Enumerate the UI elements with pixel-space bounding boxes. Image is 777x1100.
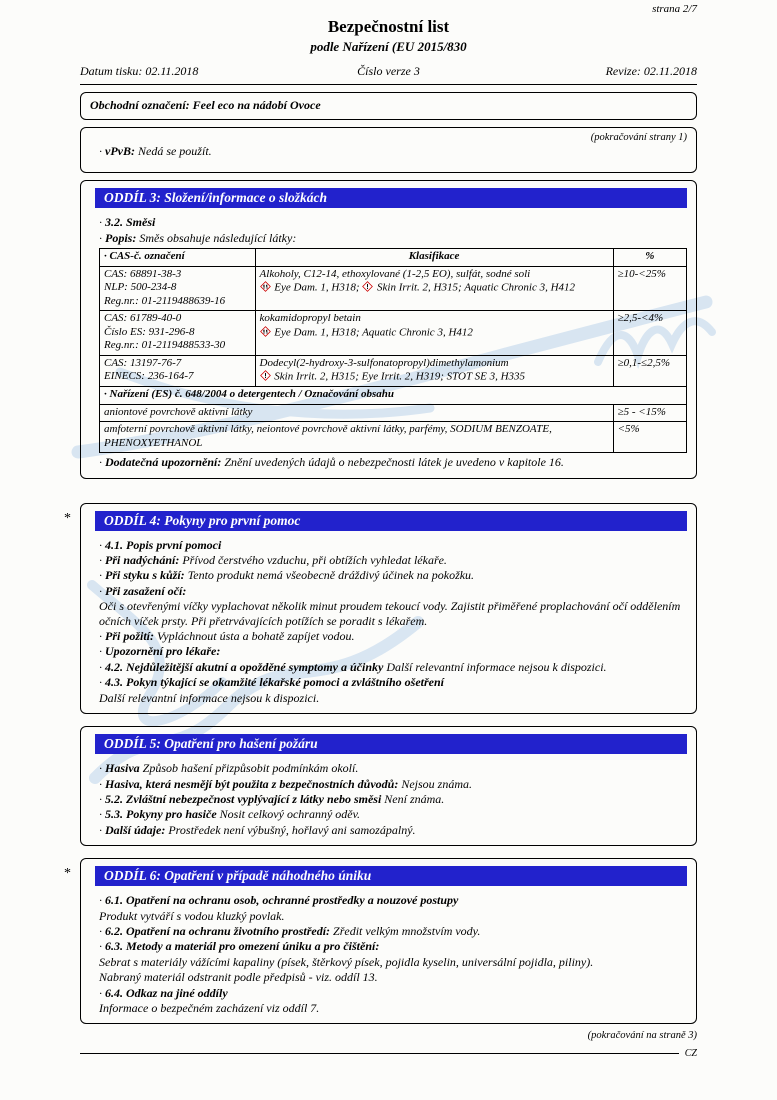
detergent-text-cell: amfoterní povrchově aktivní látky, neiontové povrchově aktivní látky, parfémy, SODIUM BENZOATE, PHENOXYETHANOL bbox=[100, 422, 614, 453]
section-3-box bbox=[80, 180, 697, 478]
footer-rule-row bbox=[80, 1048, 697, 1059]
change-marker: * bbox=[64, 866, 71, 882]
text-line: · 6.3. Metody a materiál pro omezení úniku a pro čištění: bbox=[99, 939, 687, 953]
text-line: · 5.3. Pokyny pro hasiče Nosit celkový ochranný oděv. bbox=[99, 807, 687, 821]
section-3-header: ODDÍL 3: Složení/informace o složkách bbox=[95, 188, 687, 208]
percent-cell: ≥10-<25% bbox=[613, 266, 686, 311]
col-header-percent: % bbox=[613, 249, 686, 267]
detergent-row bbox=[100, 404, 687, 422]
section-4-header: ODDÍL 4: Pokyny pro první pomoc bbox=[95, 511, 687, 531]
cas-cell: CAS: 68891-38-3 NLP: 500-234-8 Reg.nr.: 01-2119488639-16 bbox=[100, 266, 256, 311]
page-number: strana 2/7 bbox=[652, 3, 697, 15]
substance-row bbox=[100, 266, 687, 311]
substance-row bbox=[100, 355, 687, 387]
substance-name: Alkoholy, C12-14, ethoxylované (1-2,5 EO), sulfát, sodné soli bbox=[259, 267, 531, 280]
text-line: · 4.2. Nejdůležitější akutní a opožděné symptomy a účinky Další relevantní informace nejsou k dispozici. bbox=[99, 660, 687, 674]
vpvb-text: Nedá se použít. bbox=[134, 144, 212, 158]
percent-cell: ≥0,1-≤2,5% bbox=[613, 355, 686, 387]
footer-divider bbox=[80, 1053, 679, 1054]
composition-table bbox=[99, 248, 687, 453]
ghs07-exclamation-icon bbox=[260, 370, 271, 381]
ghs05-corrosion-icon bbox=[260, 326, 271, 337]
document-meta-row bbox=[80, 64, 697, 79]
continuation-note-bottom: (pokračování na straně 3) bbox=[587, 1030, 697, 1042]
classification-cell bbox=[255, 355, 613, 387]
substance-row bbox=[100, 311, 687, 356]
detergent-text-cell: aniontové povrchově aktivní látky bbox=[100, 404, 614, 422]
cas-cell: CAS: 61789-40-0 Číslo ES: 931-296-8 Reg.nr.: 01-2119488533-30 bbox=[100, 311, 256, 356]
col-header-cas: · CAS-č. označení bbox=[100, 249, 256, 267]
classification-cell bbox=[255, 311, 613, 356]
section-5-box bbox=[80, 726, 697, 846]
document-title: Bezpečnostní list bbox=[327, 17, 450, 36]
cas-cell: CAS: 13197-76-7 EINECS: 236-164-7 bbox=[100, 355, 256, 387]
continuation-note-top: (pokračování strany 1) bbox=[590, 132, 687, 143]
text-line: · 4.3. Pokyn týkající se okamžité lékařské pomoci a zvláštního ošetření bbox=[99, 675, 687, 689]
text-line: · 6.2. Opatření na ochranu životního prostředí: Zředit velkým množstvím vody. bbox=[99, 924, 687, 938]
text-line: · Další údaje: Prostředek není výbušný, hořlavý ani samozápalný. bbox=[99, 823, 687, 837]
percent-cell: <5% bbox=[613, 422, 686, 453]
change-marker: * bbox=[64, 510, 71, 526]
trade-name-box bbox=[80, 92, 697, 120]
section-4-box bbox=[64, 503, 697, 714]
text-line: Informace o bezpečném zacházení viz oddíl 7. bbox=[99, 1000, 320, 1015]
hazard-line: Eye Dam. 1, H318; Aquatic Chronic 3, H412 bbox=[260, 326, 609, 340]
hazard-line: Eye Dam. 1, H318; Skin Irrit. 2, H315; Aquatic Chronic 3, H412 bbox=[260, 281, 609, 295]
document-subtitle: podle Nařízení (EU 2015/830 bbox=[310, 39, 467, 54]
revision-date: Revize: 02.11.2018 bbox=[605, 64, 698, 78]
detergent-header-row bbox=[100, 387, 687, 405]
text-line: Další relevantní informace nejsou k dispozici. bbox=[99, 690, 320, 705]
table-header-row bbox=[100, 249, 687, 267]
classification-cell bbox=[255, 266, 613, 311]
text-line: Nabraný materiál odstranit podle předpisů - viz. oddíl 13. bbox=[99, 970, 378, 985]
text-line: · 6.1. Opatření na ochranu osob, ochranné prostředky a nouzové postupy bbox=[99, 893, 687, 907]
additional-note-line: · Dodatečná upozornění: Znění uvedených údajů o nebezpečnosti látek je uvedeno v kapitole 16. bbox=[99, 455, 687, 469]
text-line: · Hasiva Způsob hašení přizpůsobit podmínkám okolí. bbox=[99, 761, 687, 775]
section-6-box bbox=[64, 858, 697, 1024]
print-date: Datum tisku: 02.11.2018 bbox=[80, 64, 199, 78]
text-line: · Hasiva, která nesmějí být použita z bezpečnostních důvodů: Nejsou známa. bbox=[99, 777, 687, 791]
text-line: · Při zasažení očí: bbox=[99, 584, 687, 598]
vpvb-line bbox=[99, 144, 687, 158]
text-line: · Při styku s kůží: Tento produkt nemá všeobecně dráždivý účinek na pokožku. bbox=[99, 568, 687, 582]
col-header-classification: Klasifikace bbox=[255, 249, 613, 267]
section-6-header: ODDÍL 6: Opatření v případě náhodného úniku bbox=[95, 866, 687, 886]
text-line: · 6.4. Odkaz na jiné oddíly bbox=[99, 986, 687, 1000]
continuation-box bbox=[80, 127, 697, 173]
detergent-row bbox=[100, 422, 687, 453]
substance-name: kokamidopropyl betain bbox=[259, 312, 361, 325]
text-line: · 4.1. Popis první pomoci bbox=[99, 538, 687, 552]
country-code: CZ bbox=[684, 1048, 697, 1060]
header-divider bbox=[80, 84, 697, 85]
text-line: · Upozornění pro lékaře: bbox=[99, 644, 687, 658]
ghs07-exclamation-icon bbox=[362, 281, 373, 292]
percent-cell: ≥2,5-<4% bbox=[613, 311, 686, 356]
subsection-3-2: · 3.2. Směsi bbox=[99, 215, 687, 229]
text-line: · 5.2. Zvláštní nebezpečnost vyplývající z látky nebo směsi Není známa. bbox=[99, 792, 687, 806]
text-line: · Při nadýchání: Přívod čerstvého vzduchu, při obtížích vyhledat lékaře. bbox=[99, 553, 687, 567]
hazard-line: Skin Irrit. 2, H315; Eye Irrit. 2, H319; STOT SE 3, H335 bbox=[260, 370, 609, 384]
vpvb-label: vPvB: bbox=[105, 144, 135, 158]
section-5-header: ODDÍL 5: Opatření pro hašení požáru bbox=[95, 734, 687, 754]
percent-cell: ≥5 - <15% bbox=[613, 404, 686, 422]
ghs05-corrosion-icon bbox=[260, 281, 271, 292]
text-line: Oči s otevřenými víčky vyplachovat několik minut proudem tekoucí vody. Zajistit přiměřené proplachování očí oddělením očních víček prsty. Při přetrvávajících potížích se poradit s lékařem. bbox=[99, 599, 681, 628]
version-number: Číslo verze 3 bbox=[357, 64, 420, 78]
trade-name: Obchodní označení: Feel eco na nádobí Ovoce bbox=[90, 98, 321, 112]
substance-name: Dodecyl(2-hydroxy-3-sulfonatopropyl)dimethylamonium bbox=[259, 356, 509, 369]
text-line: Sebrat s materiály vážícími kapaliny (písek, štěrkový písek, pojidla kyselin, universální pojidla, piliny). bbox=[99, 954, 594, 969]
text-line: · Při požití: Vypláchnout ústa a bohatě zapíjet vodou. bbox=[99, 629, 687, 643]
detergent-regulation-header: · Nařízení (ES) č. 648/2004 o detergentech / Označování obsahu bbox=[100, 387, 687, 405]
popis-line: · Popis: Směs obsahuje následující látky: bbox=[99, 231, 687, 245]
text-line: Produkt vytváří s vodou kluzký povlak. bbox=[99, 908, 285, 923]
